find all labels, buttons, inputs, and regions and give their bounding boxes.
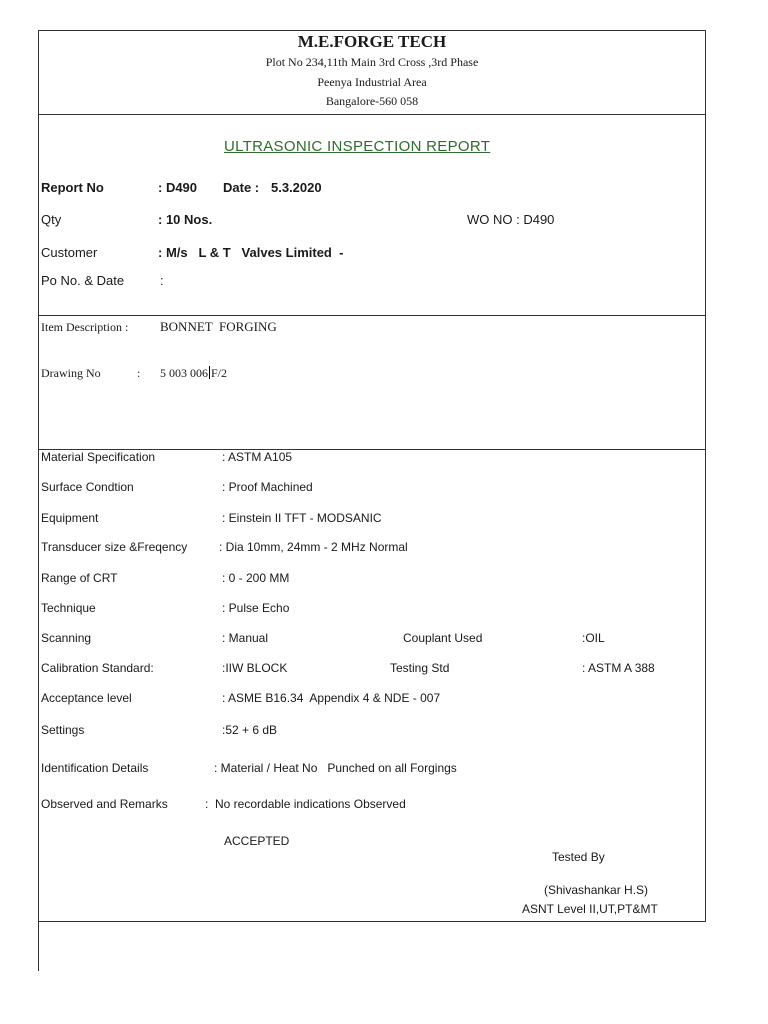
spec-value: : Einstein II TFT - MODSANIC [222,511,382,525]
spec-label-2: Testing Std [390,661,450,675]
observed-label: Observed and Remarks [41,797,168,811]
spec-label: Range of CRT [41,571,118,585]
drawing-no-part-b: F/2 [211,366,228,380]
spec-value: : Dia 10mm, 24mm - 2 MHz Normal [219,540,408,554]
spec-label: Acceptance level [41,691,132,705]
spec-value-2: :OIL [582,631,605,645]
spec-value: : ASTM A105 [222,450,293,464]
report-no-label: Report No [41,180,104,195]
customer-value: : M/s L & T Valves Limited - [158,245,344,260]
divider-info [38,315,706,316]
divider-header [38,114,706,115]
tested-by-label: Tested By [552,850,605,864]
po-label: Po No. & Date [41,273,125,288]
spec-label: Equipment [41,511,99,525]
spec-value: :IIW BLOCK [222,661,288,675]
observed-value: : No recordable indications Observed [205,797,406,811]
drawing-no-label: Drawing No [41,366,101,380]
spec-label-2: Couplant Used [403,631,483,645]
date-value: 5.3.2020 [271,180,322,195]
spec-value: : 0 - 200 MM [222,571,290,585]
spec-value: : Manual [222,631,269,645]
wo-no: WO NO : D490 [467,212,555,227]
customer-label: Customer [41,245,98,260]
result-status: ACCEPTED [224,834,290,848]
address-line-3: Bangalore-560 058 [325,94,419,108]
report-title: ULTRASONIC INSPECTION REPORT [224,138,491,155]
report-no-value: : D490 [158,180,198,195]
po-value: : [160,273,164,288]
spec-label: Settings [41,723,85,737]
spec-value: : Proof Machined [222,480,313,494]
qty-label: Qty [41,212,62,227]
drawing-no-sep: : [137,366,141,380]
spec-value: : Pulse Echo [222,601,290,615]
spec-label: Calibration Standard: [41,661,154,675]
inspector-qualification: ASNT Level II,UT,PT&MT [522,902,658,916]
spec-value: : ASME B16.34 Appendix 4 & NDE - 007 [222,691,441,705]
item-description-value: BONNET FORGING [160,319,277,334]
spec-label: Transducer size &Freqency [41,540,188,554]
spec-value: :52 + 6 dB [222,723,278,737]
spec-value-2: : ASTM A 388 [582,661,655,675]
address-line-1: Plot No 234,11th Main 3rd Cross ,3rd Phase [265,55,479,69]
identification-value: : Material / Heat No Punched on all Forgings [214,761,457,775]
text-cursor [209,366,210,379]
qty-value: : 10 Nos. [158,212,213,227]
drawing-no-part-a: 5 003 006 [160,366,208,380]
spec-label: Technique [41,601,96,615]
identification-label: Identification Details [41,761,149,775]
spec-label: Surface Condtion [41,480,134,494]
date-label: Date : [223,180,260,195]
item-description-label: Item Description : [41,320,129,334]
spec-label: Material Specification [41,450,156,464]
address-line-2: Peenya Industrial Area [317,75,427,89]
frame-tail-line [38,921,39,971]
divider-footer [38,921,706,922]
company-name: M.E.FORGE TECH [297,32,447,51]
drawing-no-value [160,366,227,381]
spec-label: Scanning [41,631,92,645]
inspector-name: (Shivashankar H.S) [544,883,649,897]
report-frame [38,30,706,922]
